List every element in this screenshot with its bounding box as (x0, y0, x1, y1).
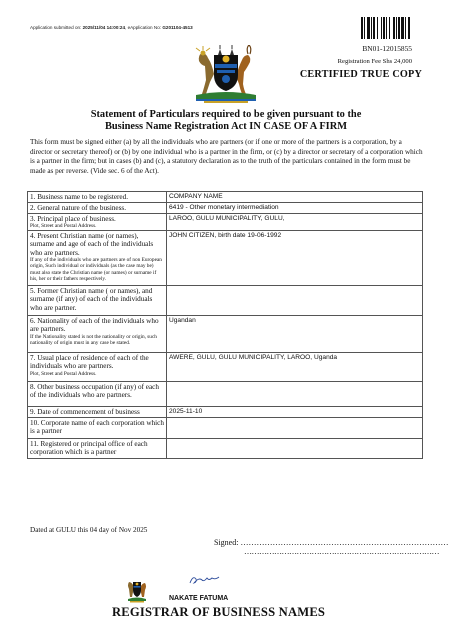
registrar-title: REGISTRAR OF BUSINESS NAMES (112, 605, 326, 619)
document-title-line2: Business Name Registration Act IN CASE OF A FIRM (104, 121, 348, 132)
application-datetime: 2025/11/04 14:00:24 (82, 25, 126, 30)
signed-line: Signed: …………………………………………………………………… (214, 538, 449, 547)
row-value-cell (167, 286, 423, 316)
row-value-cell (167, 203, 423, 214)
row-value: COMPANY NAME (169, 193, 223, 200)
registration-fee: Registration Fee Shs 24,000 (337, 58, 412, 65)
row-value: JOHN CITIZEN, birth date 19-06-1992 (169, 232, 282, 239)
row-value-cell (167, 407, 423, 418)
row-value: LAROO, GULU MUNICIPALITY, GULU, (169, 215, 285, 222)
table-row (28, 214, 423, 231)
row-label: 3. Principal place of business. (30, 215, 116, 223)
reference-number: BN01-12015855 (362, 44, 412, 53)
row-value: 6419 - Other monetary intermediation (169, 204, 279, 211)
row-label-cell (28, 231, 167, 286)
row-sublabel: If the Nationality stated is not the nationality or origin, such nationality of origin must in any case be stated. (30, 333, 157, 347)
particulars-table (27, 191, 423, 459)
row-label-cell (28, 316, 167, 353)
row-label-cell (28, 418, 167, 439)
table-row (28, 203, 423, 214)
dated-line: Dated at GULU this 04 day of Nov 2025 (30, 526, 148, 534)
row-label: 8. Other business occupation (if any) of each of the individuals who are partners. (30, 383, 159, 400)
row-label-cell (28, 407, 167, 418)
instructions-paragraph: This form must be signed either (a) by all the individuals who are partners (or if one or more of the partners is a corporation, by a director or secretary thereof) or (b) by one individual who is a partner in the firm, or (c) by a director or secretary of a corporation which is a partner in the firm; but in cases (b) and (c), a statutory declaration as to the truth of the particulars contained in the form must be made as per reverse. (Vide sec. 6 of the Act). (30, 138, 423, 175)
barcode-icon (360, 17, 422, 44)
row-label-cell (28, 286, 167, 316)
coat-of-arms-icon (190, 45, 262, 108)
row-value-cell (167, 353, 423, 382)
row-label: 4. Present Christian name (or names), surname and age of each of the individuals who are partners. (30, 232, 154, 257)
row-label: 6. Nationality of each of the individuals who are partners. (30, 317, 159, 334)
table-row (28, 439, 423, 459)
row-value-cell (167, 231, 423, 286)
row-sublabel: Plot, Street and Postal Address. (30, 223, 97, 230)
table-row (28, 353, 423, 382)
application-number: G201104-4513 (162, 25, 193, 30)
table-row (28, 407, 423, 418)
table-row (28, 231, 423, 286)
table-row (28, 192, 423, 203)
certified-true-copy: CERTIFIED TRUE COPY (299, 69, 422, 80)
row-label-cell (28, 382, 167, 407)
row-label: 5. Former Christian name ( or names), and surname (if any) of each of the individuals who are partner. (30, 287, 153, 312)
row-label: 7. Usual place of residence of each of the individuals who are partners. (30, 354, 149, 371)
row-label-cell (28, 353, 167, 382)
row-label: 9. Date of commencement of business (30, 408, 140, 416)
row-label: 10. Corporate name of each corporation which is a partner (30, 419, 164, 436)
row-value-cell (167, 382, 423, 407)
application-submitted-line: Application submitted on: 2025/11/04 14:00:24, eApplication No: G201104-4513 (30, 25, 193, 30)
row-value: Ugandan (169, 317, 196, 324)
row-label-cell (28, 203, 167, 214)
row-value-cell (167, 316, 423, 353)
registrar-name: NAKATE FATUMA (169, 595, 229, 602)
row-value-cell (167, 192, 423, 203)
table-row (28, 382, 423, 407)
row-label: 11. Registered or principal office of each corporation which is a partner (30, 440, 148, 457)
document-title-line1: Statement of Particulars required to be given pursuant to the (90, 109, 362, 120)
row-value: 2025-11-10 (169, 408, 203, 415)
signature-dots-second: …………………………………………………………………… (244, 547, 439, 556)
table-row (28, 418, 423, 439)
row-value-cell (167, 214, 423, 231)
row-value: AWERE, GULU, GULU MUNICIPALITY, LAROO, Uganda (169, 354, 338, 361)
signature-mark (188, 573, 222, 592)
table-row (28, 286, 423, 316)
row-sublabel: Plot, Street and Postal Address. (30, 370, 97, 377)
table-row (28, 316, 423, 353)
row-label-cell (28, 192, 167, 203)
row-label: 2. General nature of the business. (30, 204, 127, 212)
row-label-cell (28, 214, 167, 231)
row-value-cell (167, 439, 423, 459)
row-label: 1. Business name to be registered. (30, 193, 129, 201)
row-label-cell (28, 439, 167, 459)
signature-dots: …………………………………………………………………… (240, 538, 449, 547)
row-value-cell (167, 418, 423, 439)
row-sublabel: If any of the individuals who are partners are of non European origin, Such individual or individuals (as the case may be) must also state the Christian name (or names) or surname if his, her or their fathers respectively. (30, 257, 162, 282)
